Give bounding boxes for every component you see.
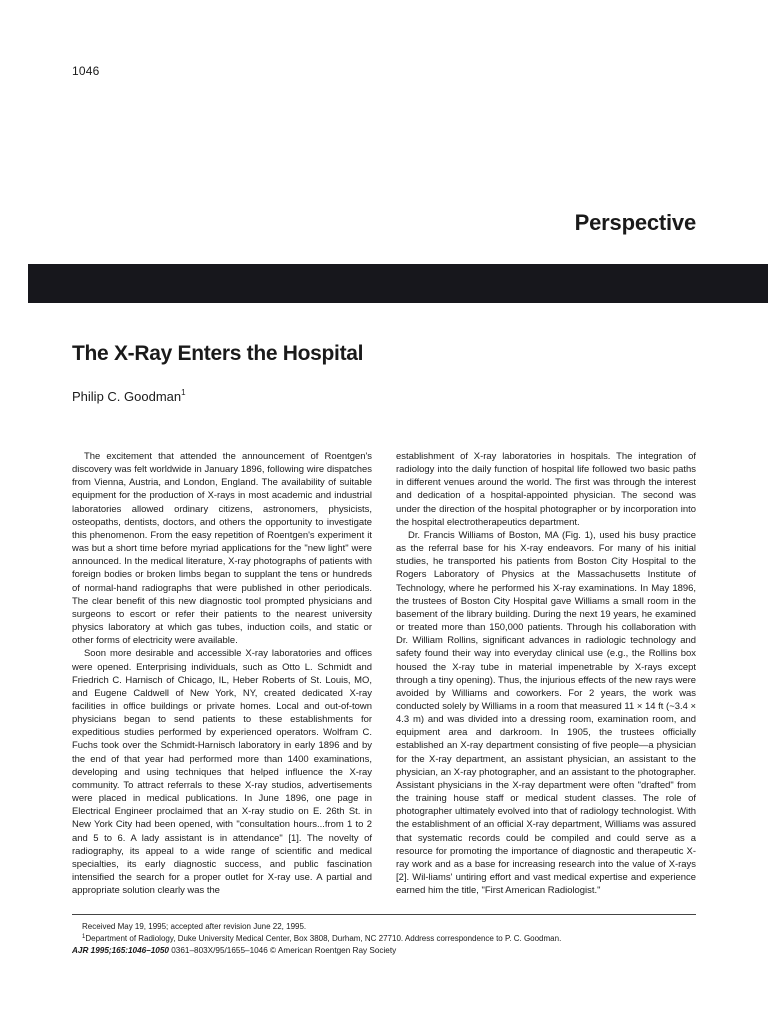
author-name: Philip C. Goodman — [72, 389, 182, 404]
footnote-received: Received May 19, 1995; accepted after revision June 22, 1995. — [82, 922, 307, 931]
article-title: The X-Ray Enters the Hospital — [72, 342, 364, 365]
page-number: 1046 — [72, 64, 100, 78]
footnote-rule — [72, 914, 696, 915]
footnote-affiliation — [82, 932, 561, 944]
journal-reference: AJR 1995;165:1046–1050 — [72, 946, 169, 955]
body-column-right — [396, 450, 696, 897]
body-column-left — [72, 450, 372, 897]
author-footnote-mark: 1 — [181, 388, 186, 397]
body-paragraph: Soon more desirable and accessible X-ray laboratories and offices were opened. Enterprising individuals, such as Otto L. Schmidt and Friedrich C. Harnisch of Chicago, IL, Heber Roberts of St. Louis, MO, and Eugene Caldwell of New York, NY, created dedicated X-ray facilities in office buildings or private homes. Local and out-of-town physicians began to send patients to these establishments for expeditious studies performed by experienced operators. Wolfram C. Fuchs took over the Schmidt-Harnisch laboratory in early 1896 and by the end of that year had performed more than 1400 examinations, developing and using techniques that helped influence the X-ray community. To attract referrals to these X-ray studios, advertisements were placed in medical publications. In June 1896, one page in Electrical Engineer proclaimed that an X-ray studio on E. 26th St. in New York City had been opened, with "consultation hours...from 1 to 2 and 5 to 6. A lady assistant is in attendance" [1]. The novelty of radiography, its appeal to a wide range of scientific and medical specialties, its early diagnostic success, and public fascination intensified the search for a proper outlet for X-ray use. A partial and appropriate solution clearly was the — [72, 648, 372, 897]
section-label: Perspective — [574, 210, 696, 235]
journal-citation — [72, 946, 396, 955]
footnote-affiliation-text: Department of Radiology, Duke University Medical Center, Box 3808, Durham, NC 27710. Address correspondence to P. C. Goodman. — [85, 934, 562, 943]
body-paragraph: Dr. Francis Williams of Boston, MA (Fig. 1), used his busy practice as the referral base for his X-ray endeavors. For many of his initial studies, he transported his patients from Boston City Hospital to the Rogers Laboratory of Physics at the Massachusetts Institute of Technology, where he performed his X-ray examinations. In May 1896, the trustees of Boston City Hospital gave Williams a small room in the basement of the library building. During the next 19 years, he examined or treated more than 150,000 patients. Through his collaboration with Dr. William Rollins, significant advances in radiologic technology and safety found their way into everyday clinical use (e.g., the Rollins box housed the X-ray tube in material impenetrable by X-rays except through a tiny opening). Thus, the injurious effects of the new rays were avoided by Williams and coworkers. For 2 years, the work was conducted solely by Williams in a room that measured 11 × 14 ft (~3.4 × 4.3 m) and was divided into a dressing room, examination room, and equipment area and darkroom. In 1905, the trustees officially established an X-ray department consisting of five people—a physician for the X-ray department, an assistant physician, an assistant to the physician, an X-ray photographer, and an assistant to the photographer. Assistant physicians in the X-ray department were often "drafted" from the training house staff or medical student classes. The role of photographer ultimately evolved into that of radiology technologist. With the establishment of an official X-ray department, Williams was assured that systematic records could be compiled and could serve as a resource for promoting the importance of diagnostic and therapeutic X-ray work and as a base for increasing research into the value of X-rays [2]. Wil-liams' untiring effort and vast medical expertise and experience earned him the title, "First American Radiologist." — [396, 529, 696, 897]
journal-details: 0361–803X/95/1655–1046 © American Roentgen Ray Society — [171, 946, 397, 955]
section-banner — [28, 264, 768, 303]
footnote-mark: 1 — [82, 934, 86, 940]
body-paragraph: The excitement that attended the announcement of Roentgen's discovery was felt worldwide in January 1896, following wire dispatches from Vienna, Austria, and London, England. The availability of suitable equipment for the production of X-rays in most academic and industrial laboratories allowed ordinary citizens, astronomers, physicists, osteopaths, dentists, doctors, and others the opportunity to investigate this phenomenon. From the easy repetition of Roentgen's experiment it was but a short time before myriad applications for the "new light" were announced. In the medical literature, X-ray photographs of patients with foreign bodies or broken limbs began to supplant the tens or hundreds of normal-hand radiographs that were published in other periodicals. The clear benefit of this new diagnostic tool prompted physicians and surgeons to escort or refer their patients to the nearest university physics laboratory at which gas tubes, induction coils, and static or other forms of electricity were available. — [72, 451, 372, 647]
body-paragraph-continued: establishment of X-ray laboratories in hospitals. The integration of radiology into the daily function of hospital life followed two basic paths in different venues around the world. The first was through the interest and dedication of a hospital-appointed physician. The second was under the direction of the hospital photographer or by incorporation into the hospital electrotherapeutics department. — [396, 451, 696, 528]
author-line — [72, 388, 186, 404]
